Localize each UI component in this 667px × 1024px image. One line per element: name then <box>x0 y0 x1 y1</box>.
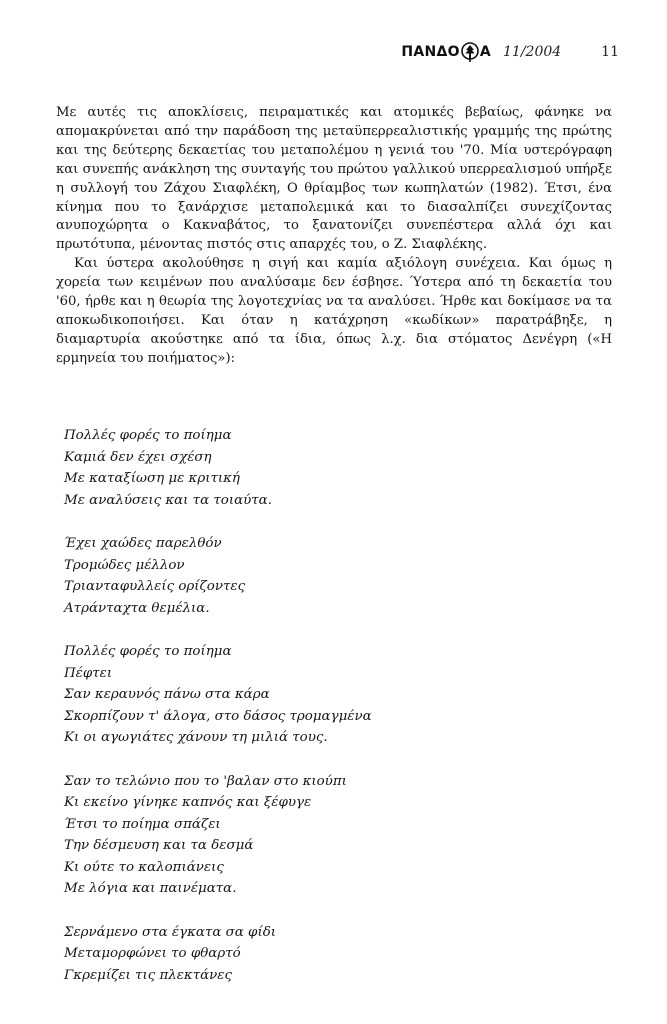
poem-line: Καμιά δεν έχει σχέση <box>64 449 212 465</box>
poem-stanza <box>64 533 584 619</box>
poem-line: Κι ούτε το καλοπιάνεις <box>64 859 224 875</box>
poem-line: Με λόγια και παινέματα. <box>64 881 237 897</box>
poem-line: Με αναλύσεις και τα τοιαύτα. <box>64 492 272 508</box>
issue-number: 11/2004 <box>503 44 562 60</box>
poem-line: Έτσι το ποίημα σπάζει <box>64 816 221 832</box>
poem-line: Τρομώδες μέλλον <box>64 557 185 573</box>
poem-stanza <box>64 771 584 901</box>
quoted-poem <box>64 425 584 1008</box>
poem-line: Γκρεμίζει τις πλεκτάνες <box>64 967 232 983</box>
poem-stanza <box>64 922 584 987</box>
journal-logo <box>401 42 491 62</box>
tree-emblem-icon <box>461 42 479 62</box>
poem-line: Με καταξίωση με κριτική <box>64 471 240 487</box>
page-number: 11 <box>601 44 619 60</box>
poem-line: Σαν το τελώνιο που το 'βαλαν στο κιούπι <box>64 773 347 789</box>
journal-name-left: ΠΑΝΔΟ <box>401 44 460 60</box>
poem-stanza <box>64 641 584 749</box>
poem-line: Έχει χαώδες παρελθόν <box>64 535 222 551</box>
running-header <box>401 40 619 64</box>
poem-line: Σερνάμενο στα έγκατα σα φίδι <box>64 924 277 940</box>
paragraph: Με αυτές τις αποκλίσεις, πειραματικές και ατομικές βεβαίως, φάνηκε να απομακρύνεται από την παράδοση της μεταϋπερρεαλιστικής γραμμής της πρώτης και της δεύτερης δεκαετίας του μεταπολέμου η γενιά του '70. Μία υστερόγραφη και συνεπής ανάκληση της συνταγής του πρώτου γαλλικού υπερρεαλισμού υπήρξε η συλλογή του Ζάχου Σιαφλέκη, Ο θρίαμβος των κωπηλατών (1982). Έτσι, ένα κίνημα που το ξανάρχισε μεταπολεμικά και το διασαλπίζει συνεχίζοντας ανυποχώρητα ο Κακναβάτος, το ξανατονίζει συνεπέστερα αλλά όχι και πρωτότυπα, μένοντας πιστός στις απαρχές του, ο Ζ. Σιαφλέκης. <box>56 105 612 253</box>
poem-line: Κι οι αγωγιάτες χάνουν τη μιλιά τους. <box>64 730 328 746</box>
body-text <box>56 104 612 369</box>
poem-line: Σκορπίζουν τ' άλογα, στο δάσος τρομαγμένα <box>64 708 372 724</box>
poem-line: Ατράνταχτα θεμέλια. <box>64 600 210 616</box>
poem-line: Τριανταφυλλείς ορίζοντες <box>64 579 246 595</box>
journal-name-right: Α <box>479 44 491 60</box>
poem-line: Σαν κεραυνός πάνω στα κάρα <box>64 687 270 703</box>
poem-line: Την δέσμευση και τα δεσμά <box>64 838 254 854</box>
poem-line: Κι εκείνο γίνηκε καπνός και ξέφυγε <box>64 795 312 811</box>
poem-line: Πέφτει <box>64 665 113 681</box>
poem-line: Πολλές φορές το ποίημα <box>64 428 232 443</box>
poem-line: Μεταμορφώνει το φθαρτό <box>64 946 241 962</box>
poem-stanza <box>64 425 584 511</box>
paragraph: Και ύστερα ακολούθησε η σιγή και καμία αξιόλογη συνέχεια. Και όμως η χορεία των κειμένων που αναλύσαμε δεν έσβησε. Ύστερα από τη δεκαετία του '60, ήρθε και η θεωρία της λογοτεχνίας να τα αναλύσει. Ήρθε και δοκίμασε να τα αποκωδικοποιήσει. Και όταν η κατάχρηση «κωδίκων» παρατράβηξε, η διαμαρτυρία ακούστηκε από τα ίδια, όπως λ.χ. δια στόματος Δενέγρη («Η ερμηνεία του ποιήματος»): <box>56 256 612 366</box>
poem-line: Πολλές φορές το ποίημα <box>64 643 232 659</box>
